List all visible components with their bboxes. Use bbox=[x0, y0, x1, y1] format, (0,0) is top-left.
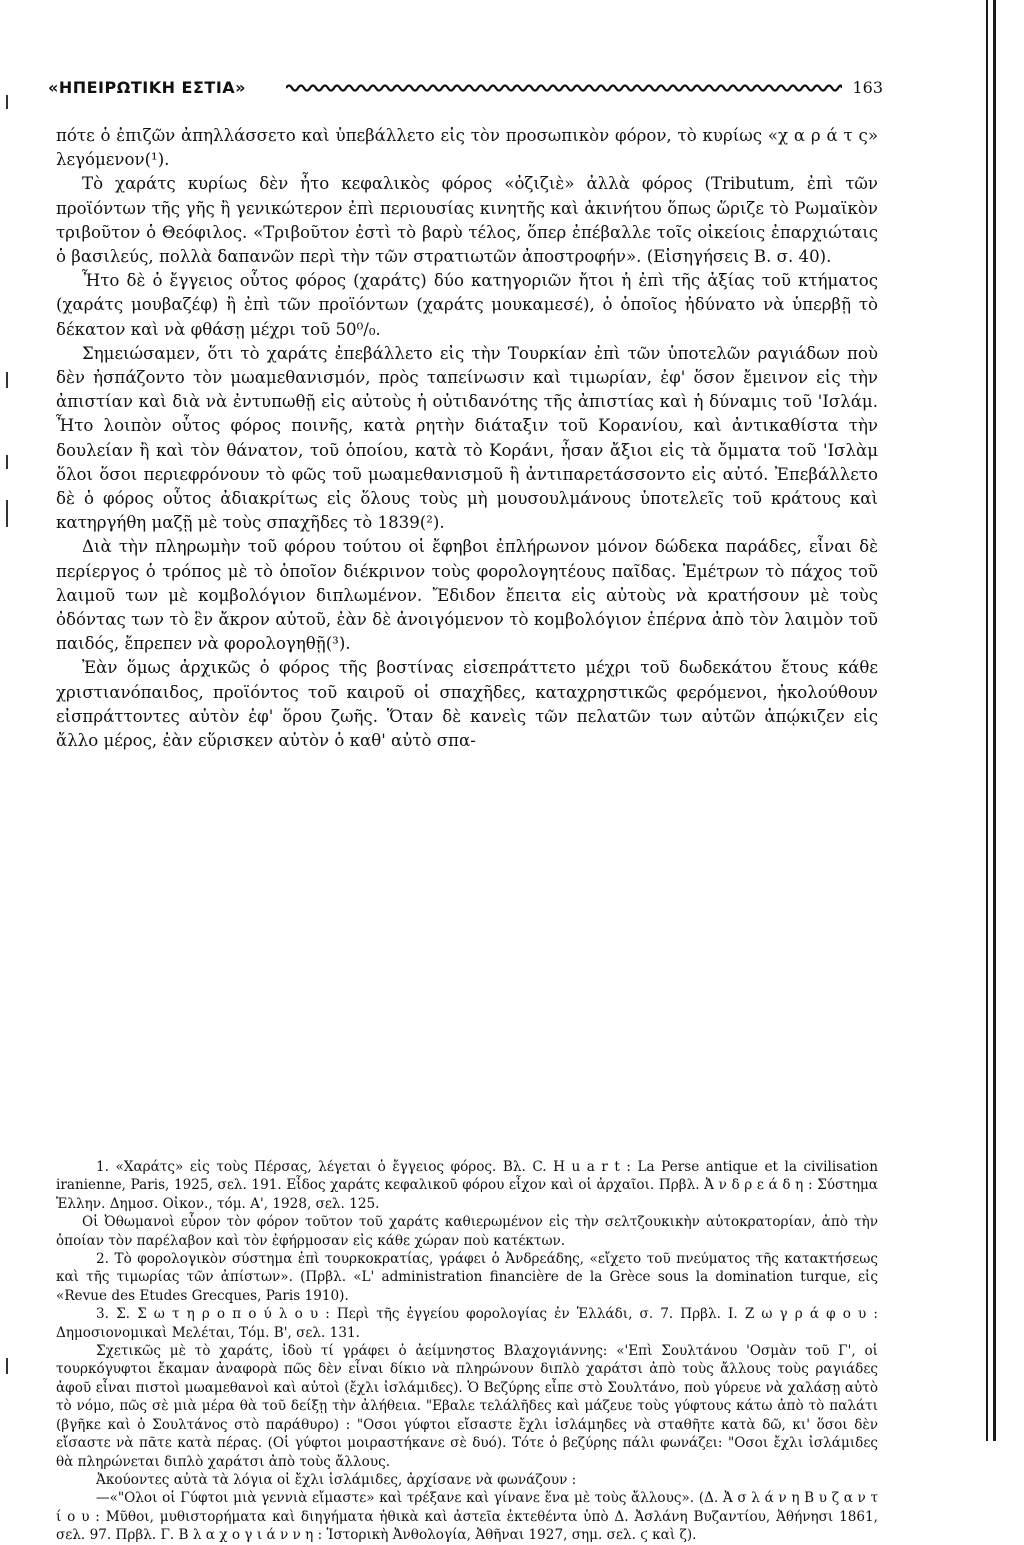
body-paragraph: Σημειώσαμεν, ὅτι τὸ χαράτς ἐπεβάλλετο εἰς τὴν Τουρκίαν ἐπὶ τῶν ὑποτελῶν ραγιάδων ποὺ δὲν ἠσπάζοντο τὸν μωαμεθανισμόν, πρὸς ταπείνωσιν καὶ τιμωρίαν, ἐφ' ὅσον ἔμεινον εἰς τὴν ἀπιστίαν καὶ διὰ νὰ ἐντυπωθῇ εἰς αὐτοὺς ἡ οὐτιδανότης τῆς ἀπιστίας καὶ ἡ δύναμις τοῦ 'Ισλάμ. Ἦτο λοιπὸν οὗτος φόρος ποινῆς, κατὰ ρητὴν διάταξιν τοῦ Κορανίου, καὶ ἀντικαθίστα τὴν δουλείαν ἢ καὶ τὸν θάνατον, τοῦ ὁποίου, κατὰ τὸ Κοράνι, ἦσαν ἄξιοι εἰς τὰ ὄμματα τοῦ 'Ισλὰμ ὅλοι ὅσοι περιεφρόνουν τὸ φῶς τοῦ μωαμεθανισμοῦ ἢ ἀντιπαρετάσσοντο εἰς αὐτό. Ἐπεβάλλετο δὲ ὁ φόρος οὗτος ἀδιακρίτως εἰς ὅλους τοὺς μὴ μουσουλμάνους ὑποτελεῖς τοῦ κράτους καὶ κατηργήθη μαζῇ μὲ τοὺς σπαχῆδες τὸ 1839(²). bbox=[56, 343, 878, 533]
margin-mark bbox=[6, 1358, 8, 1374]
page-header bbox=[48, 76, 883, 106]
body-paragraph: Διὰ τὴν πληρωμὴν τοῦ φόρου τούτου οἱ ἔφηβοι ἐπλήρωνον μόνον δώδεκα παράδες, εἶναι δὲ περίεργος ὁ τρόπος μὲ τὸ ὁποῖον διέκρινον τοὺς φορολογητέους παῖδας. Ἐμέτρων τὸ πάχος τοῦ λαιμοῦ των μὲ κομβολόγιον διπλωμένον. Ἔδιδον ἔπειτα εἰς αὐτοὺς νὰ κρατήσουν μὲ τοὺς ὀδόντας των τὸ ἓν ἄκρον αὐτοῦ, ἐὰν δὲ ἀνοιγόμενον τὸ κομβολόγιον ἐπέρνα ἀπὸ τὸν λαιμὸν τοῦ παιδός, ἔπρεπεν νὰ φορολογηθῇ(³). bbox=[56, 537, 878, 654]
margin-mark bbox=[6, 455, 8, 469]
body-paragraph: Ἦτο δὲ ὁ ἔγγειος οὗτος φόρος (χαράτς) δύο κατηγοριῶν ἤτοι ἡ ἐπὶ τῆς ἀξίας τοῦ κτήματος (χαράτς μουβαζέφ) ἢ ἐπὶ τῶν προϊόντων (χαράτς μουκαμεσέ), ὁ ὁποῖος ἠδύνατο νὰ ὑπερβῇ τὸ δέκατον καὶ νὰ φθάσῃ μέχρι τοῦ 50⁰/₀. bbox=[56, 271, 878, 339]
margin-mark bbox=[6, 500, 8, 514]
scanned-page-edge bbox=[990, 0, 1024, 1441]
footnote: 1. «Χαράτς» εἰς τοὺς Πέρσας, λέγεται ὁ ἔγγειος φόρος. Βλ. C. H u a r t : La Perse antique et la civilisation iranienne, Paris, 1925, σελ. 191. Εἶδος χαράτς κεφαλικοῦ φόρου εἶχον καὶ οἱ ἀρχαῖοι. Πρβλ. Ἀ ν δ ρ ε ά δ η : Σύστημα Ἑλλην. Δημοσ. Οἰκον., τόμ. Α', 1928, σελ. 125. bbox=[56, 1159, 878, 1212]
margin-mark bbox=[6, 513, 8, 527]
body-paragraph: Τὸ χαράτς κυρίως δὲν ἦτο κεφαλικὸς φόρος «ὀζιζιὲ» ἀλλὰ φόρος (Tributum, ἐπὶ τῶν προϊόντων τῆς γῆς ἢ γενικώτερον ἐπὶ περιουσίας κινητῆς καὶ ἀκινήτου ὅπως ὥριζε τὸ Ρωμαϊκὸν τριβοῦτον ὁ Θεόφιλος. «Τριβοῦτον ἐστὶ τὸ βαρὺ τέλος, ὅπερ ἐπέβαλλε τοῖς οἰκείοις ἐπαρχιώταις ὁ βασιλεύς, πολλὰ δαπανῶν περὶ τὴν τῶν στρατιωτῶν ἀποστροφήν». (Εἰσηγήσεις Β. σ. 40). bbox=[56, 174, 878, 267]
footnote: 3. Σ. Σ ω τ η ρ ο π ο ύ λ ο υ : Περὶ τῆς ἐγγείου φορολογίας ἐν Ἑλλάδι, σ. 7. Πρβλ. I. Ζ ω γ ρ ά φ ο υ : Δημοσιονομικαὶ Μελέται, Τόμ. Β', σελ. 131. bbox=[56, 1306, 878, 1341]
footnote: —«"Ολοι οἱ Γύφτοι μιὰ γεννιὰ εἴμαστε» καὶ τρέξανε καὶ γίνανε ἕνα μὲ τοὺς ἄλλους». (Δ. Ἀ σ λ ά ν η Β υ ζ α ν τ ί ο υ : Μῦθοι, μυθιστορήματα καὶ διηγήματα ἠθικὰ καὶ ἀστεῖα ἐκτεθέντα ὑπὸ Δ. Ἀσλάνη Βυζαντίου, Ἀθήνησι 1861, σελ. 97. Πρβλ. Γ. Β λ α χ ο γ ι ά ν ν η : Ἱστορικὴ Ἀνθολογία, Ἀθῆναι 1927, σημ. σελ. ϛ καὶ ζ). bbox=[56, 1490, 878, 1544]
running-head: «ΗΠΕΙΡΩΤΙΚΗ ΕΣΤΙΑ» bbox=[48, 78, 246, 97]
page-number: 163 bbox=[852, 78, 883, 97]
margin-mark bbox=[6, 95, 8, 109]
footnote: Ἀκούοντες αὐτὰ τὰ λόγια οἱ ἔχλι ἰσλάμιδες, ἀρχίσανε νὰ φωνάζουν : bbox=[96, 1471, 577, 1488]
edge-line bbox=[986, 0, 988, 1441]
wavy-rule-ornament bbox=[286, 82, 842, 94]
footnotes bbox=[56, 1158, 878, 1545]
edge-line bbox=[993, 0, 996, 1441]
margin-mark bbox=[6, 372, 8, 388]
main-body bbox=[56, 124, 878, 753]
footnote: Σχετικῶς μὲ τὸ χαράτς, ἰδοὺ τί γράφει ὁ ἀείμνηστος Βλαχογιάννης: «'Επὶ Σουλτάνου 'Οσμὰν τοῦ Γ', οἱ τουρκόγυφτοι ἔκαμαν ἀναφορὰ πῶς δὲν εἶναι δίκιο νὰ πληρώνουν διπλὸ χαράτσι ἀπὸ τοὺς ἄλλους τοὺς ραγιάδες ἀφοῦ εἶναι πιστοὶ μωαμεθανοὶ καὶ αὐτοὶ (ἔχλι ἰσλάμιδες). Ὁ Βεζύρης εἶπε στὸ Σουλτάνο, ποὺ γύρευε νὰ χαλάσῃ αὐτὸ τὸ νόμο, πῶς σὲ μιὰ μέρα θὰ τοῦ δείξῃ τὴν ἀλήθεια. "Εβαλε τελάλῆδες καὶ μάζευε τοὺς γύφτους κάτω ἀπὸ τὸ παλάτι (βγῆκε καὶ ὁ Σουλτάνος στὸ παράθυρο) : "Οσοι γύφτοι εἴσαστε ἔχλι ἰσλάμηδες νὰ σταθῆτε κατὰ δῶ, κι' ὅσοι δὲν εἴσαστε νὰ πᾶτε κατὰ πέρας. (Οἱ γύφτοι μοιραστήκανε σὲ δυό). Τότε ὁ βεζύρης πάλι φωνάζει: "Οσοι ἔχλι ἰσλάμιδες θὰ πληρώνεται διπλὸ χαράτσι ἀπὸ τοὺς ἄλλους. bbox=[56, 1343, 878, 1470]
body-paragraph: Ἐὰν ὅμως ἀρχικῶς ὁ φόρος τῆς βοστίνας εἰσεπράττετο μέχρι τοῦ δωδεκάτου ἔτους κάθε χριστιανόπαιδος, προϊόντος τοῦ καιροῦ οἱ σπαχῆδες, καταχρηστικῶς φερόμενοι, ἠκολούθουν εἰσπράττοντες αὐτὸν ἐφ' ὅρου ζωῆς. Ὅταν δὲ κανεὶς τῶν πελατῶν των αὐτῶν ἀπῴκιζεν εἰς ἄλλο μέρος, ἐὰν εὕρισκεν αὐτὸν ὁ καθ' αὐτὸ σπα- bbox=[56, 658, 878, 751]
body-paragraph: πότε ὁ ἐπιζῶν ἀπηλλάσσετο καὶ ὑπεβάλλετο εἰς τὸν προσωπικὸν φόρον, τὸ κυρίως «χ α ρ ά τ ς» λεγόμενον(¹). bbox=[56, 126, 878, 170]
footnote: Οἱ Ὀθωμανοὶ εὗρον τὸν φόρον τοῦτον τοῦ χαράτς καθιερωμένον εἰς τὴν σελτζουκικὴν αὐτοκρατορίαν, ἀπὸ τὴν ὁποίαν τὸν παρέλαβον καὶ τὸν ἐφήρμοσαν εἰς κάθε χώραν ποὺ κατέκτων. bbox=[56, 1214, 878, 1249]
footnote: 2. Τὸ φορολογικὸν σύστημα ἐπὶ τουρκοκρατίας, γράφει ὁ Ἀνδρεάδης, «εἴχετο τοῦ πνεύματος τῆς κατακτήσεως καὶ τῆς τιμωρίας τῶν ἀπίστων». (Πρβλ. «L' administration financière de la Grèce sous la domination turque, εἰς «Revue des Etudes Grecques, Paris 1910). bbox=[56, 1251, 878, 1304]
